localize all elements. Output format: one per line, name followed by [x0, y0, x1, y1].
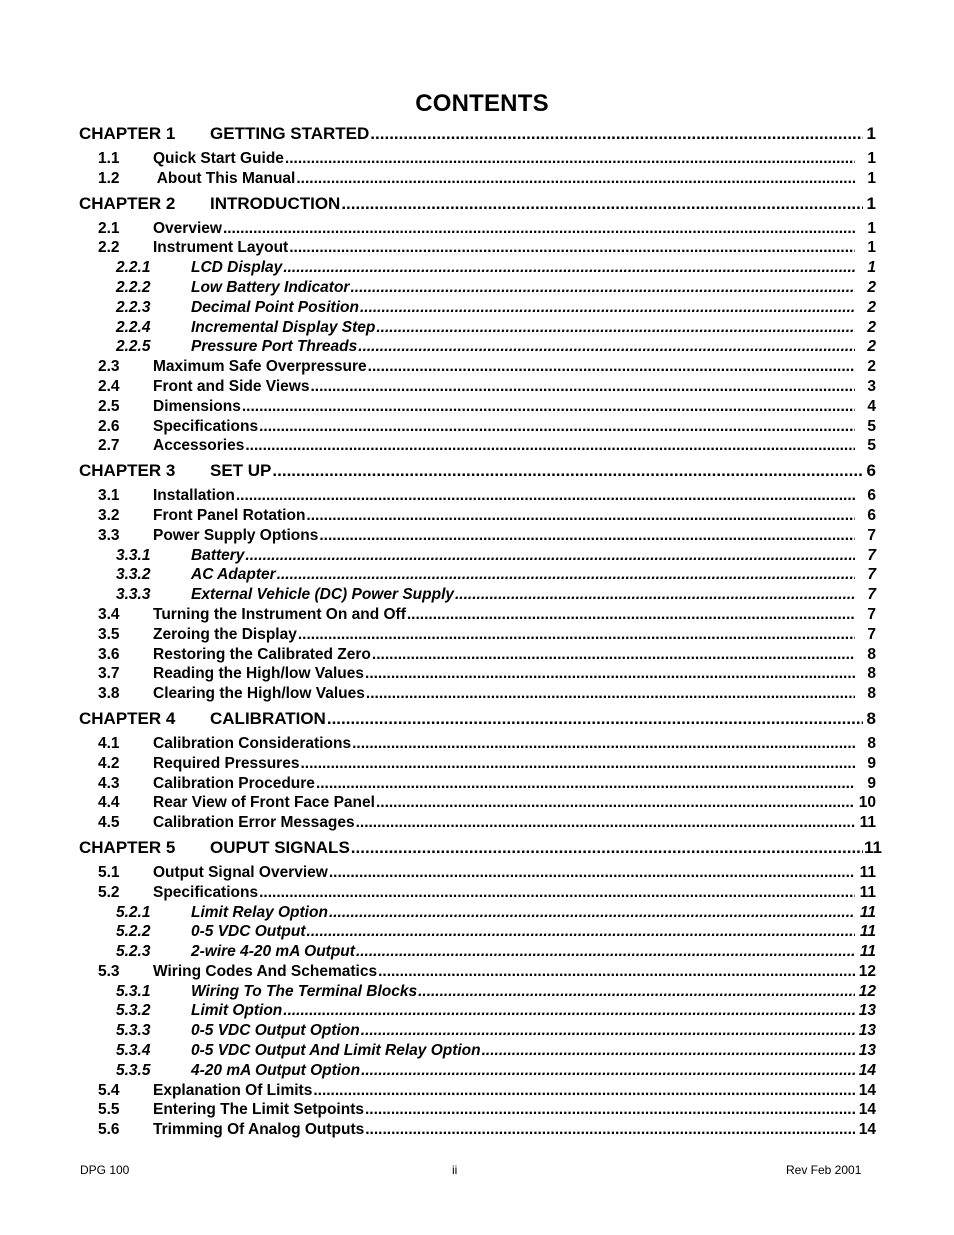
toc-entry-title: Front Panel Rotation	[153, 506, 306, 524]
toc-entry-number: 3.2	[98, 506, 120, 524]
toc-entry-number: 2.2.4	[116, 318, 151, 336]
toc-entry-page: 2	[867, 318, 876, 336]
toc-subsection-entry[interactable]	[79, 1042, 876, 1062]
toc-section-entry[interactable]	[79, 665, 876, 685]
toc-entry-page: 13	[858, 1042, 876, 1060]
toc-dot-leader	[356, 943, 855, 961]
toc-entry-title: About This Manual	[153, 169, 296, 187]
toc-entry-number: CHAPTER 1	[79, 124, 176, 143]
toc-subsection-entry[interactable]	[79, 279, 876, 299]
toc-dot-leader	[329, 864, 855, 882]
toc-section-entry[interactable]	[79, 864, 876, 884]
toc-entry-page: 7	[867, 605, 876, 623]
toc-dot-leader	[313, 1082, 855, 1100]
toc-entry-page: 7	[867, 586, 876, 604]
toc-subsection-entry[interactable]	[79, 259, 876, 279]
footer-page-number: ii	[452, 1163, 458, 1177]
toc-entry-page: 8	[866, 708, 876, 728]
toc-subsection-entry[interactable]	[79, 943, 876, 963]
toc-entry-title: GETTING STARTED	[210, 124, 370, 143]
toc-entry-title: Wiring To The Terminal Blocks	[191, 982, 418, 1000]
toc-entry-page: 11	[859, 883, 876, 901]
toc-entry-title: Reading the High/low Values	[153, 665, 365, 683]
toc-section-entry[interactable]	[79, 606, 876, 626]
toc-entry-title: Restoring the Calibrated Zero	[153, 645, 371, 663]
toc-entry-page: 1	[867, 219, 876, 237]
toc-entry-page: 14	[858, 1061, 876, 1079]
toc-chapter-entry[interactable]	[79, 709, 876, 729]
toc-entry-number: 2.2	[98, 239, 120, 257]
toc-entry-title: Pressure Port Threads	[191, 338, 358, 356]
toc-entry-page: 5	[867, 437, 876, 455]
toc-entry-number: 3.3.2	[116, 566, 151, 584]
toc-entry-number: 5.3.5	[116, 1061, 151, 1079]
toc-entry-title: Calibration Considerations	[153, 734, 352, 752]
toc-entry-title: Power Supply Options	[153, 526, 319, 544]
toc-section-entry[interactable]	[79, 794, 876, 814]
toc-dot-leader	[307, 923, 855, 941]
toc-dot-leader	[455, 586, 855, 604]
toc-entry-page: 11	[859, 814, 876, 832]
toc-entry-number: 3.8	[98, 685, 120, 703]
toc-dot-leader	[360, 299, 855, 317]
toc-subsection-entry[interactable]	[79, 904, 876, 924]
toc-section-entry[interactable]	[79, 507, 876, 527]
toc-entry-page: 14	[858, 1081, 876, 1099]
toc-dot-leader	[245, 437, 855, 455]
toc-dot-leader	[242, 398, 855, 416]
toc-entry-title: INTRODUCTION	[210, 193, 341, 213]
toc-subsection-entry[interactable]	[79, 983, 876, 1003]
toc-dot-leader	[285, 150, 855, 168]
footer-revision: Rev Feb 2001	[786, 1163, 862, 1177]
toc-entry-page: 8	[867, 665, 876, 683]
toc-entry-title: Clearing the High/low Values	[153, 685, 365, 703]
toc-entry-number: 5.1	[98, 863, 120, 881]
toc-entry-number: 2.2.5	[116, 338, 151, 356]
toc-dot-leader	[245, 547, 855, 565]
toc-entry-number: 5.3.1	[116, 982, 151, 1000]
toc-entry-title: External Vehicle (DC) Power Supply	[191, 586, 454, 604]
toc-section-entry[interactable]	[79, 775, 876, 795]
toc-entry-title: AC Adapter	[191, 566, 276, 584]
toc-dot-leader	[418, 983, 855, 1001]
toc-entry-number: 5.2.3	[116, 943, 151, 961]
toc-dot-leader	[370, 124, 863, 144]
toc-entry-number: 5.2.1	[116, 903, 151, 921]
toc-dot-leader	[316, 775, 855, 793]
toc-entry-page: 13	[858, 1022, 876, 1040]
toc-entry-number: 4.5	[98, 814, 120, 832]
toc-section-entry[interactable]	[79, 814, 876, 834]
toc-section-entry[interactable]	[79, 646, 876, 666]
toc-entry-page: 10	[858, 794, 876, 812]
toc-dot-leader	[361, 1022, 855, 1040]
toc-dot-leader	[352, 735, 855, 753]
toc-entry-title: Limit Relay Option	[191, 903, 328, 921]
toc-entry-number: 4.2	[98, 754, 120, 772]
toc-entry-number: 5.6	[98, 1121, 120, 1139]
toc-subsection-entry[interactable]	[79, 586, 876, 606]
toc-section-entry[interactable]	[79, 963, 876, 983]
toc-entry-page: 4	[867, 397, 876, 415]
toc-dot-leader	[368, 358, 855, 376]
toc-dot-leader	[300, 755, 855, 773]
toc-entry-number: CHAPTER 4	[79, 708, 176, 728]
toc-entry-title: Accessories	[153, 437, 245, 455]
toc-dot-leader	[376, 794, 855, 812]
toc-dot-leader	[341, 194, 863, 214]
toc-section-entry[interactable]	[79, 626, 876, 646]
toc-chapter-entry[interactable]	[79, 461, 876, 481]
toc-section-entry[interactable]	[79, 378, 876, 398]
toc-dot-leader	[298, 626, 855, 644]
toc-entry-number: 2.6	[98, 417, 120, 435]
toc-entry-number: CHAPTER 2	[79, 193, 176, 213]
toc-section-entry[interactable]	[79, 487, 876, 507]
toc-dot-leader	[283, 259, 855, 277]
toc-dot-leader	[366, 685, 855, 703]
toc-entry-page: 11	[859, 863, 876, 881]
toc-entry-number: 2.4	[98, 377, 120, 395]
toc-section-entry[interactable]	[79, 358, 876, 378]
toc-section-entry[interactable]	[79, 220, 876, 240]
toc-entry-title: 0-5 VDC Output And Limit Relay Option	[191, 1042, 481, 1060]
toc-chapter-entry[interactable]	[79, 124, 876, 144]
toc-entry-number: 4.1	[98, 734, 120, 752]
footer-document-name: DPG 100	[80, 1163, 130, 1177]
toc-section-entry[interactable]	[79, 755, 876, 775]
toc-entry-number: 3.7	[98, 665, 120, 683]
toc-section-entry[interactable]	[79, 418, 876, 438]
toc-entry-page: 6	[867, 506, 876, 524]
toc-entry-title: Trimming Of Analog Outputs	[153, 1121, 365, 1139]
toc-entry-number: 3.6	[98, 645, 120, 663]
toc-entry-page: 14	[858, 1101, 876, 1119]
toc-entry-number: 3.3.3	[116, 586, 151, 604]
toc-entry-page: 2	[867, 278, 876, 296]
toc-entry-page: 11	[859, 903, 876, 921]
toc-section-entry[interactable]	[79, 527, 876, 547]
toc-entry-number: 5.3.2	[116, 1002, 151, 1020]
toc-section-entry[interactable]	[79, 884, 876, 904]
toc-entry-title: CALIBRATION	[210, 708, 326, 728]
toc-dot-leader	[378, 963, 855, 981]
toc-dot-leader	[361, 1062, 855, 1080]
toc-dot-leader	[482, 1042, 855, 1060]
toc-entry-page: 7	[867, 546, 876, 564]
toc-subsection-entry[interactable]	[79, 923, 876, 943]
toc-entry-title: Battery	[191, 546, 245, 564]
toc-entry-number: 5.2.2	[116, 923, 151, 941]
toc-entry-number: 2.2.3	[116, 298, 151, 316]
toc-section-entry[interactable]	[79, 437, 876, 457]
toc-dot-leader	[310, 378, 855, 396]
toc-entry-number: 3.1	[98, 487, 120, 505]
toc-entry-number: 2.7	[98, 437, 120, 455]
toc-chapter-entry[interactable]	[79, 194, 876, 214]
toc-dot-leader	[376, 319, 855, 337]
toc-entry-title: Wiring Codes And Schematics	[153, 962, 378, 980]
toc-entry-page: 1	[867, 259, 876, 277]
toc-entry-title: SET UP	[210, 461, 272, 481]
toc-entry-title: Turning the Instrument On and Off	[153, 605, 406, 623]
toc-section-entry[interactable]	[79, 239, 876, 259]
toc-entry-page: 12	[858, 982, 876, 1000]
toc-section-entry[interactable]	[79, 1121, 876, 1141]
toc-entry-title: Calibration Procedure	[153, 774, 315, 792]
toc-dot-leader	[329, 904, 855, 922]
toc-entry-title: Overview	[153, 219, 222, 237]
toc-entry-page: 2	[867, 298, 876, 316]
toc-subsection-entry[interactable]	[79, 1002, 876, 1022]
toc-entry-page: 7	[867, 566, 876, 584]
toc-entry-number: 3.4	[98, 605, 120, 623]
toc-entry-title: Instrument Layout	[153, 239, 289, 257]
toc-entry-title: Required Pressures	[153, 754, 300, 772]
toc-entry-number: 5.5	[98, 1101, 120, 1119]
toc-subsection-entry[interactable]	[79, 319, 876, 339]
toc-dot-leader	[223, 220, 855, 238]
toc-entry-page: 1	[866, 124, 876, 143]
toc-entry-number: 5.4	[98, 1081, 120, 1099]
toc-entry-number: 2.3	[98, 358, 120, 376]
toc-entry-title: Decimal Point Position	[191, 298, 359, 316]
toc-dot-leader	[356, 814, 855, 832]
toc-dot-leader	[365, 665, 855, 683]
toc-subsection-entry[interactable]	[79, 547, 876, 567]
toc-entry-number: 2.2.2	[116, 278, 151, 296]
toc-entry-page: 14	[858, 1121, 876, 1139]
toc-entry-page: 11	[859, 943, 876, 961]
toc-entry-page: 5	[867, 417, 876, 435]
toc-dot-leader	[236, 487, 855, 505]
toc-entry-page: 1	[867, 239, 876, 257]
toc-chapter-entry[interactable]	[79, 837, 882, 858]
toc-dot-leader	[358, 338, 855, 356]
toc-entry-title: 0-5 VDC Output	[191, 923, 306, 941]
toc-entry-page: 7	[867, 526, 876, 544]
toc-entry-number: 5.2	[98, 883, 120, 901]
toc-dot-leader	[327, 709, 863, 729]
toc-section-entry[interactable]	[79, 398, 876, 418]
toc-entry-title: Front and Side Views	[153, 377, 310, 395]
toc-entry-number: 1.1	[98, 150, 120, 167]
toc-dot-leader	[272, 461, 863, 481]
toc-dot-leader	[372, 646, 855, 664]
toc-entry-title: Rear View of Front Face Panel	[153, 794, 375, 812]
table-of-contents	[79, 120, 882, 1141]
toc-entry-title: Maximum Safe Overpressure	[153, 358, 367, 376]
toc-entry-number: 5.3.3	[116, 1022, 151, 1040]
toc-dot-leader	[350, 279, 855, 297]
toc-entry-page: 8	[867, 645, 876, 663]
toc-entry-title: Explanation Of Limits	[153, 1081, 313, 1099]
toc-dot-leader	[283, 1002, 855, 1020]
toc-dot-leader	[306, 507, 855, 525]
toc-dot-leader	[296, 170, 855, 188]
toc-dot-leader	[407, 606, 855, 624]
toc-subsection-entry[interactable]	[79, 299, 876, 319]
toc-section-entry[interactable]	[79, 1101, 876, 1121]
toc-entry-title: Limit Option	[191, 1002, 283, 1020]
toc-entry-title: Incremental Display Step	[191, 318, 376, 336]
toc-entry-number: 2.2.1	[116, 259, 151, 277]
toc-entry-title: Specifications	[153, 417, 259, 435]
toc-entry-title: Dimensions	[153, 397, 241, 415]
page-title: CONTENTS	[415, 90, 549, 117]
toc-subsection-entry[interactable]	[79, 338, 876, 358]
toc-section-entry[interactable]	[79, 685, 876, 705]
toc-entry-number: 2.1	[98, 219, 120, 237]
toc-entry-page: 9	[867, 774, 876, 792]
toc-entry-number: 3.5	[98, 625, 120, 643]
toc-entry-number: 4.3	[98, 774, 120, 792]
toc-dot-leader	[319, 527, 855, 545]
toc-subsection-entry[interactable]	[79, 1062, 876, 1082]
toc-entry-title: LCD Display	[191, 259, 283, 277]
toc-dot-leader	[277, 566, 855, 584]
toc-entry-page: 8	[867, 734, 876, 752]
toc-dot-leader	[365, 1101, 855, 1119]
toc-entry-number: CHAPTER 3	[79, 461, 176, 481]
toc-entry-number: 5.3	[98, 962, 120, 980]
toc-entry-page: 3	[867, 377, 876, 395]
toc-entry-title: Entering The Limit Setpoints	[153, 1101, 364, 1119]
toc-entry-title: Calibration Error Messages	[153, 814, 355, 832]
toc-entry-page: 2	[867, 338, 876, 356]
toc-entry-page: 8	[867, 685, 876, 703]
toc-section-entry[interactable]	[79, 735, 876, 755]
toc-dot-leader	[365, 1121, 855, 1139]
toc-entry-page: 7	[867, 625, 876, 643]
toc-entry-page: 12	[858, 962, 876, 980]
toc-entry-page: 6	[866, 461, 876, 481]
toc-entry-title: 2-wire 4-20 mA Output	[191, 943, 355, 961]
toc-entry-page: 9	[867, 754, 876, 772]
toc-entry-title: Quick Start Guide	[153, 150, 284, 167]
toc-dot-leader	[351, 838, 863, 858]
toc-entry-title: 0-5 VDC Output Option	[191, 1022, 360, 1040]
toc-entry-page: 1	[867, 150, 876, 167]
toc-entry-number: 4.4	[98, 794, 120, 812]
toc-section-entry[interactable]	[79, 1082, 876, 1102]
toc-entry-page: 11	[864, 837, 882, 857]
toc-entry-page: 11	[859, 923, 876, 941]
toc-entry-title: Installation	[153, 487, 235, 505]
toc-entry-page: 6	[867, 487, 876, 505]
toc-subsection-entry[interactable]	[79, 1022, 876, 1042]
toc-entry-number: 5.3.4	[116, 1042, 151, 1060]
toc-section-entry[interactable]	[79, 150, 876, 170]
toc-entry-number: 2.5	[98, 397, 120, 415]
toc-entry-page: 1	[867, 169, 876, 187]
toc-dot-leader	[289, 239, 855, 257]
toc-entry-title: Zeroing the Display	[153, 625, 297, 643]
toc-dot-leader	[259, 418, 855, 436]
toc-entry-title: Output Signal Overview	[153, 863, 328, 881]
toc-entry-title: OUPUT SIGNALS	[210, 837, 350, 857]
toc-entry-page: 2	[867, 358, 876, 376]
toc-entry-page: 1	[866, 193, 876, 213]
toc-section-entry[interactable]	[79, 170, 876, 190]
toc-entry-number: 3.3.1	[116, 546, 151, 564]
toc-entry-number: 3.3	[98, 526, 120, 544]
toc-entry-title: Low Battery Indicator	[191, 278, 350, 296]
toc-entry-page: 13	[858, 1002, 876, 1020]
toc-subsection-entry[interactable]	[79, 566, 876, 586]
toc-entry-title: 4-20 mA Output Option	[191, 1061, 361, 1079]
toc-entry-number: CHAPTER 5	[79, 837, 176, 857]
toc-dot-leader	[259, 884, 855, 902]
toc-entry-number: 1.2	[98, 169, 120, 187]
toc-entry-title: Specifications	[153, 883, 259, 901]
